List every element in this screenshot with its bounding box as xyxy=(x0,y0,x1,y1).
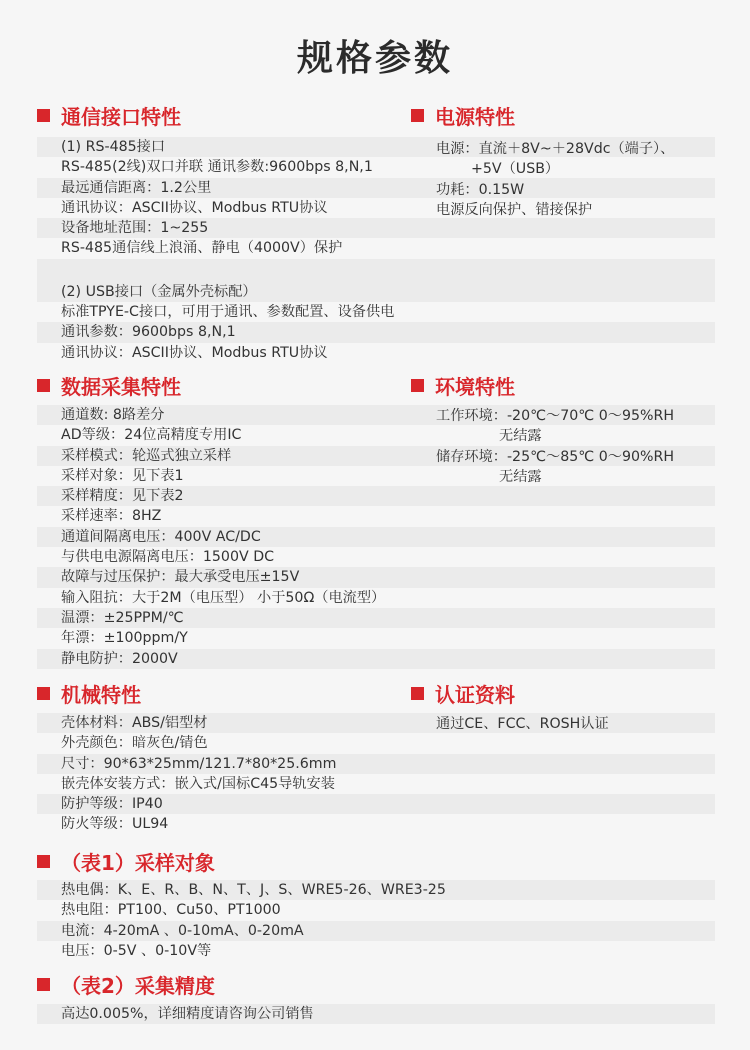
spec-row: 采样速率：8HZ xyxy=(61,508,162,525)
spec-line: 功耗：0.15W xyxy=(436,181,525,198)
spec-row: 采样精度：见下表2 xyxy=(37,486,715,506)
spec-line: +5V（USB） xyxy=(471,161,560,178)
power-specs xyxy=(436,139,674,220)
section-heading-table2 xyxy=(37,972,215,996)
mechanical-block xyxy=(37,713,715,835)
red-square-bullet-icon xyxy=(411,687,424,700)
spec-row: 外壳颜色：暗灰色/锖色 xyxy=(61,735,208,752)
spec-row: 热电阻：PT100、Cu50、PT1000 xyxy=(61,902,281,919)
page-title: 规格参数 xyxy=(296,38,453,79)
spec-row: 输入阻抗：大于2M（电压型） 小于50Ω（电流型） xyxy=(61,589,386,606)
section-heading-mechanical xyxy=(37,681,141,705)
spec-line: 电源反向保护、错接保护 xyxy=(436,201,593,218)
section-heading-environment xyxy=(411,373,515,397)
spec-line: 工作环境：-20℃～70℃ 0～95%RH xyxy=(436,408,675,424)
spec-row: 通讯参数：9600bps 8,N,1 xyxy=(37,322,715,342)
spec-line: 无结露 xyxy=(499,468,542,485)
spec-row: 热电偶：K、E、R、B、N、T、J、S、WRE5-26、WRE3-25 xyxy=(37,880,715,900)
heading-text: （表1）采样对象 xyxy=(61,850,215,875)
table2-block xyxy=(37,1004,715,1024)
section-heading-power xyxy=(411,103,515,127)
spec-row: RS-485(2线)双口并联 通讯参数:9600bps 8,N,1 xyxy=(61,159,373,176)
spec-row: 尺寸：90*63*25mm/121.7*80*25.6mm xyxy=(37,754,715,774)
spec-row: 壳体材料：ABS/铝型材 xyxy=(37,713,715,733)
spec-row: 防火等级：UL94 xyxy=(61,816,169,833)
spec-row: 防护等级：IP40 xyxy=(37,794,715,814)
spec-line: 电源：直流＋8V~＋28Vdc（端子）、 xyxy=(436,141,675,157)
heading-text: 环境特性 xyxy=(435,374,515,399)
red-square-bullet-icon xyxy=(37,109,50,122)
table1-block xyxy=(37,880,715,961)
spec-row: 电压：0-5V 、0-10V等 xyxy=(61,942,212,959)
heading-text: 数据采集特性 xyxy=(61,374,181,399)
section-heading-acquisition xyxy=(37,373,181,397)
spec-row: 通道数: 8路差分 xyxy=(37,405,715,425)
spec-row: 通讯协议：ASCII协议、Modbus RTU协议 xyxy=(61,199,328,216)
spec-row: 静电防护：2000V xyxy=(37,649,715,669)
spec-row: 与供电电源隔离电压：1500V DC xyxy=(61,549,275,566)
spec-line: 储存环境：-25℃～85℃ 0～90%RH xyxy=(436,448,675,465)
spec-row: 标准TPYE-C接口，可用于通讯、参数配置、设备供电 xyxy=(61,304,395,321)
spec-row: 通道间隔离电压：400V AC/DC xyxy=(37,527,715,547)
environment-specs xyxy=(436,406,674,487)
spacer-row xyxy=(37,259,715,282)
red-square-bullet-icon xyxy=(37,978,50,991)
certification-specs xyxy=(436,714,609,734)
heading-text: 机械特性 xyxy=(61,682,141,707)
spec-row: 温漂：±25PPM/℃ xyxy=(37,608,715,628)
heading-text: 通信接口特性 xyxy=(61,104,181,129)
section-heading-communication xyxy=(37,103,181,127)
red-square-bullet-icon xyxy=(37,687,50,700)
spec-row: 故障与过压保护：最大承受电压±15V xyxy=(37,567,715,587)
spec-row: 采样对象：见下表1 xyxy=(61,467,184,484)
spec-row: (2) USB接口（金属外壳标配） xyxy=(37,282,715,302)
red-square-bullet-icon xyxy=(411,379,424,392)
heading-text: 认证资料 xyxy=(435,682,515,707)
spec-row: 通讯协议：ASCII协议、Modbus RTU协议 xyxy=(61,344,328,361)
spec-row: (1) RS-485接口 xyxy=(37,137,715,157)
heading-text: （表2）采集精度 xyxy=(61,973,215,998)
spec-line: 无结露 xyxy=(499,428,542,445)
section-heading-table1 xyxy=(37,849,215,873)
red-square-bullet-icon xyxy=(411,109,424,122)
spec-row: 嵌壳体安装方式：嵌入式/国标C45导轨安装 xyxy=(61,775,335,792)
spec-row: RS-485通信线上浪涌、静电（4000V）保护 xyxy=(61,240,343,257)
red-square-bullet-icon xyxy=(37,379,50,392)
spec-row: 电流：4-20mA 、0-10mA、0-20mA xyxy=(37,921,715,941)
spec-line: 通过CE、FCC、ROSH认证 xyxy=(436,716,609,732)
heading-text: 电源特性 xyxy=(435,104,515,129)
spec-row: 采样模式：轮巡式独立采样 xyxy=(37,446,715,466)
section-heading-certification xyxy=(411,681,515,705)
spec-row: 设备地址范围：1~255 xyxy=(37,218,715,238)
spec-row: 最远通信距离：1.2公里 xyxy=(37,178,715,198)
red-square-bullet-icon xyxy=(37,855,50,868)
spec-row: 高达0.005%，详细精度请咨询公司销售 xyxy=(37,1004,715,1024)
spec-row: AD等级：24位高精度专用IC xyxy=(61,427,242,444)
spec-row: 年漂：±100ppm/Y xyxy=(61,630,188,647)
